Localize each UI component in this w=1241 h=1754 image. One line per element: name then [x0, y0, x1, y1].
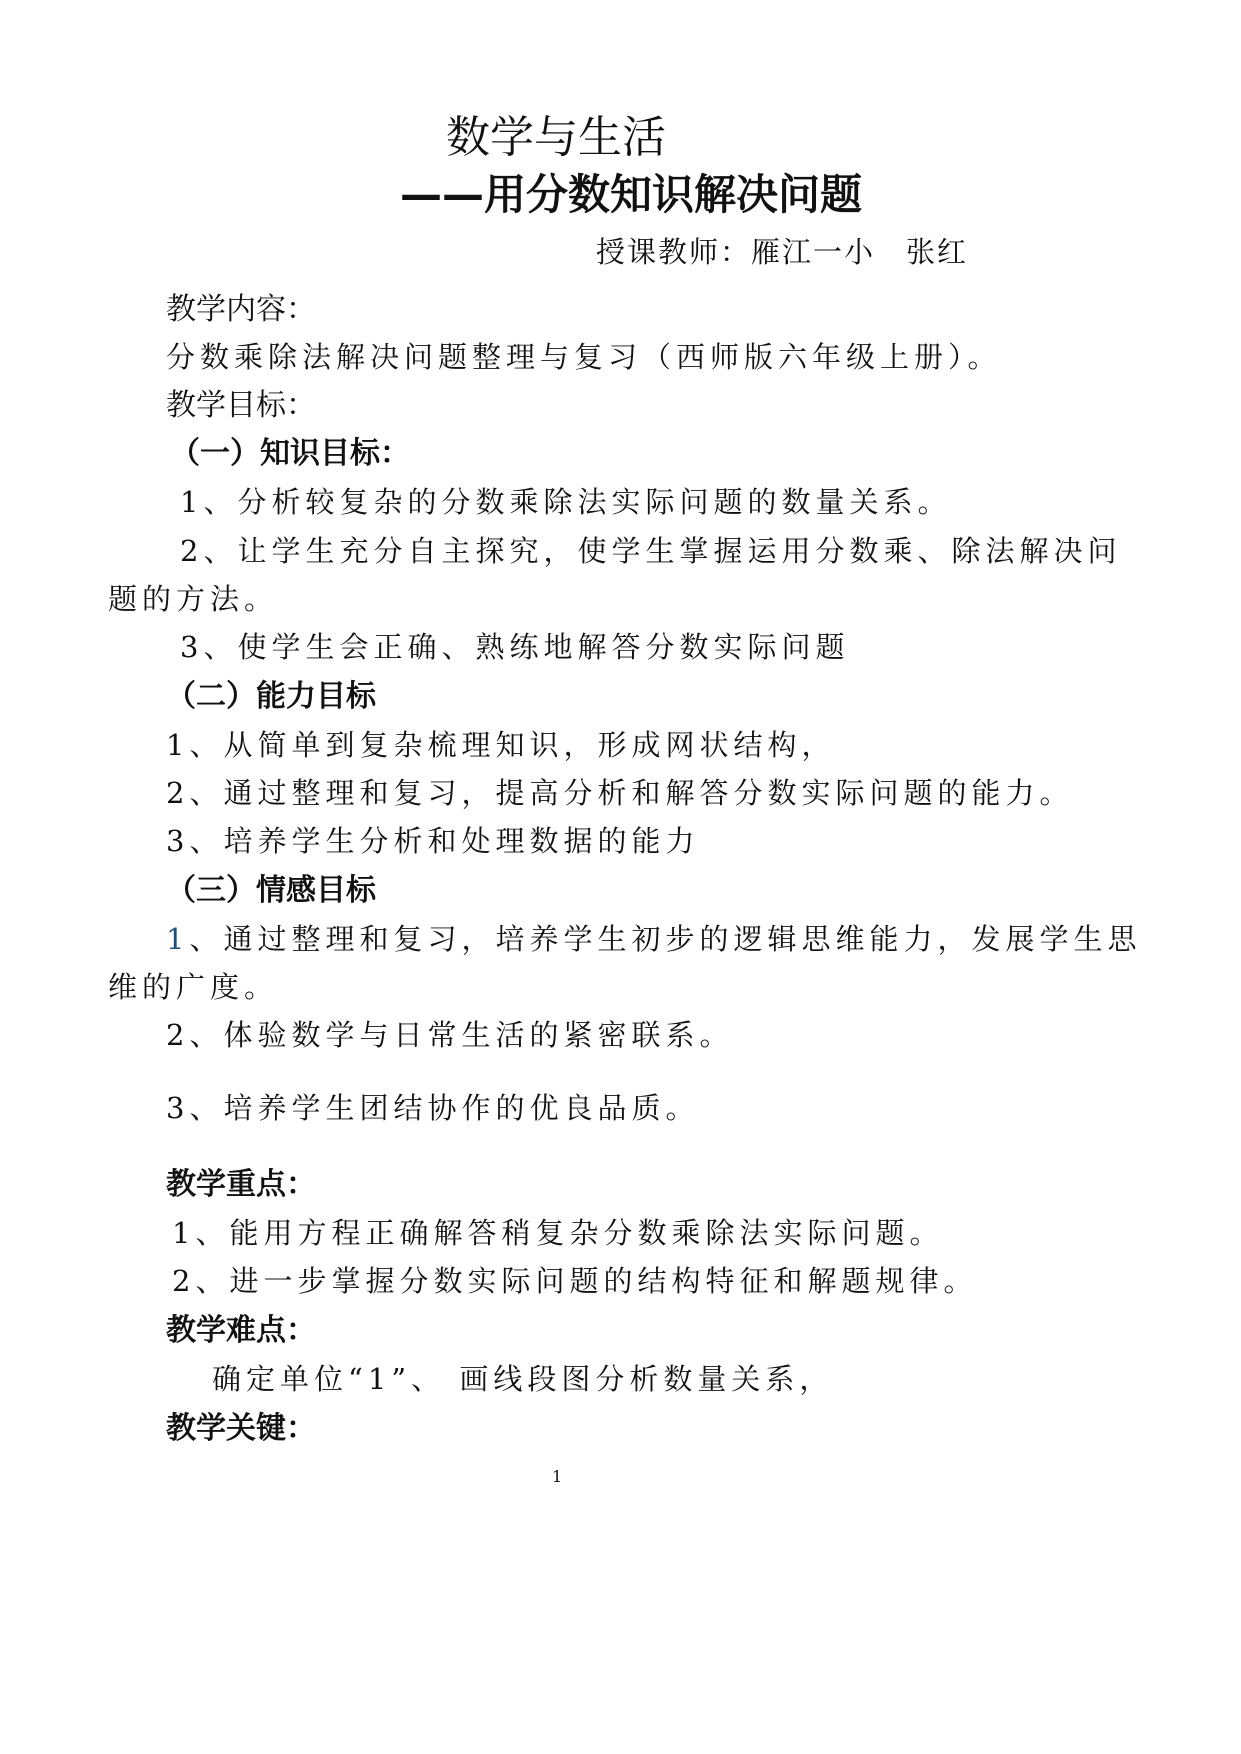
document-subtitle: ——用分数知识解决问题	[400, 170, 863, 219]
knowledge-item-2: 2、让学生充分自主探究，使学生掌握运用分数乘、除法解决问	[180, 534, 1122, 568]
key-heading: 教学关键：	[166, 1411, 316, 1446]
knowledge-goals-heading: （一）知识目标：	[170, 436, 410, 471]
key-point-2: 2、进一步掌握分数实际问题的结构特征和解题规律。	[172, 1264, 978, 1298]
difficulties-text: 确定单位“1”、 画线段图分析数量关系，	[212, 1362, 834, 1396]
page-number: 1	[552, 1467, 563, 1486]
ability-goals-heading: （二）能力目标	[166, 679, 376, 714]
difficulties-heading: 教学难点：	[166, 1313, 316, 1348]
emotion-item-1-number: 1	[166, 922, 190, 956]
ability-item-1: 1、从简单到复杂梳理知识，形成网状结构，	[166, 728, 836, 762]
key-point-1: 1、能用方程正确解答稍复杂分数乘除法实际问题。	[172, 1216, 944, 1250]
emotion-item-1-cont: 维的广度。	[108, 970, 279, 1004]
knowledge-item-1: 1、分析较复杂的分数乘除法实际问题的数量关系。	[180, 485, 952, 519]
author-line: 授课教师：雁江一小 张红	[596, 235, 969, 269]
ability-item-3: 3、培养学生分析和处理数据的能力	[166, 824, 700, 858]
ability-item-2: 2、通过整理和复习，提高分析和解答分数实际问题的能力。	[166, 776, 1074, 810]
content-text: 分数乘除法解决问题整理与复习（西师版六年级上册）。	[166, 340, 1002, 374]
knowledge-item-3: 3、使学生会正确、熟练地解答分数实际问题	[180, 630, 850, 664]
content-heading: 教学内容：	[166, 292, 316, 327]
key-points-heading: 教学重点：	[166, 1167, 316, 1202]
emotion-goals-heading: （三）情感目标	[166, 873, 376, 908]
emotion-item-2: 2、体验数学与日常生活的紧密联系。	[166, 1018, 734, 1052]
emotion-item-1	[166, 922, 1142, 956]
document-title: 数学与生活	[446, 112, 666, 163]
goals-heading: 教学目标：	[166, 388, 316, 423]
knowledge-item-2-cont: 题的方法。	[108, 582, 279, 616]
emotion-item-3: 3、培养学生团结协作的优良品质。	[166, 1091, 700, 1125]
emotion-item-1-text: 、通过整理和复习，培养学生初步的逻辑思维能力，发展学生思	[189, 922, 1142, 956]
